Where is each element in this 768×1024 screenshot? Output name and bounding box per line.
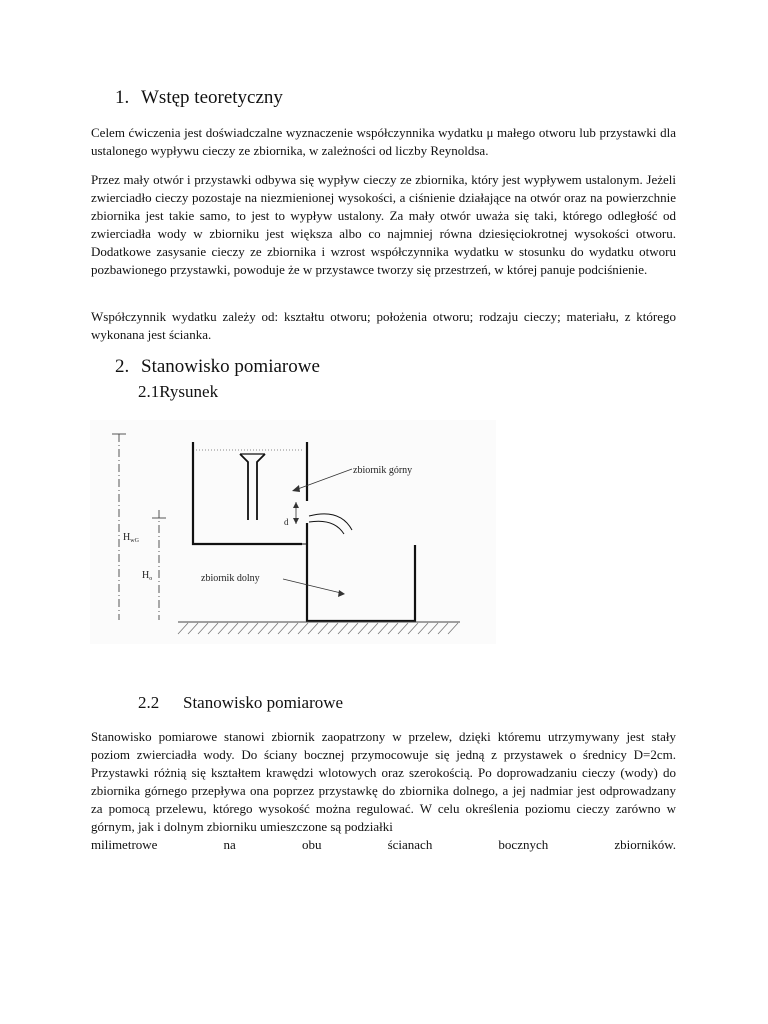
section-1-paragraph-1: Celem ćwiczenia jest doświadczalne wyznaczenie współczynnika wydatku μ małego otworu lub przystawki dla ustalonego wypływu cieczy ze zbiornika, w zależności od liczby Reynoldsa. xyxy=(91,125,676,158)
hwg-label: $H_{wG}$ xyxy=(123,532,139,544)
upper-tank-arrowhead xyxy=(292,485,300,492)
upper-tank-leader xyxy=(295,469,352,490)
section-2-title: Stanowisko pomiarowe xyxy=(141,356,320,377)
subsection-2-2-paragraph-last-line: milimetrowe na obu ścianach bocznych zbiorników. xyxy=(91,837,676,852)
lower-tank-walls xyxy=(307,544,415,621)
section-2-heading xyxy=(115,356,320,378)
subsection-2-2-number: 2.2 xyxy=(138,693,160,712)
ho-label: $H_o$ xyxy=(142,570,153,582)
overflow-pipe xyxy=(240,454,265,520)
section-1-number: 1. xyxy=(115,87,130,108)
d-arrow-bottom xyxy=(293,518,299,524)
apparatus-figure xyxy=(90,420,496,644)
lower-tank-arrowhead xyxy=(338,590,345,597)
subsection-2-2-title: Stanowisko pomiarowe xyxy=(183,693,344,712)
subsection-2-1-heading: 2.1Rysunek xyxy=(138,382,219,401)
d-label: d xyxy=(284,517,289,527)
jet-lower xyxy=(309,521,344,534)
section-2-number: 2. xyxy=(115,356,130,377)
ground-hatching xyxy=(178,623,458,634)
section-1-paragraph-2: Przez mały otwór i przystawki odbywa się wypływ cieczy ze zbiornika, który jest wypływem ustalonym. Jeżeli zwierciadło cieczy pozostaje na niezmienionej wysokości, a ciśnienie działające na otwór oraz na powierzchnie zbiornika jest takie samo, to jest to wypływ ustalony. Za mały otwór uważa się taki, którego odległość od zwierciadła wody w zbiorniku jest większa albo co najmniej równa dziesięciokrotnej wysokości otworu. Dodatkowe zasysanie cieczy ze zbiornika i wzrost współczynnika wydatku w stosunku do wydatku otworu pozbawionego przystawki, powoduje że w przystawce tworzy się przestrzeń, w której panuje podciśnienie. xyxy=(91,172,676,277)
lower-tank-leader xyxy=(283,579,341,593)
section-1-paragraph-3: Współczynnik wydatku zależy od: kształtu otworu; położenia otworu; rodzaju cieczy; materiału, z którego wykonana jest ścianka. xyxy=(91,309,676,342)
jet-upper xyxy=(309,514,352,530)
section-1-heading xyxy=(115,87,283,109)
lower-tank-label: zbiornik dolny xyxy=(201,573,260,584)
subsection-2-2-heading xyxy=(138,693,343,713)
upper-tank-label: zbiornik górny xyxy=(353,465,413,476)
apparatus-diagram xyxy=(90,420,496,644)
section-1-title: Wstęp teoretyczny xyxy=(141,87,283,108)
d-arrow-top xyxy=(293,502,299,508)
subsection-2-2-paragraph: Stanowisko pomiarowe stanowi zbiornik zaopatrzony w przelew, dzięki któremu utrzymywany jest stały poziom zwierciadła wody. Do ściany bocznej przymocowuje się jedną z przystawek o średnicy D=2cm. Przystawki różnią się kształtem krawędzi wlotowych oraz szerokością. Po doprowadzaniu cieczy (wody) do zbiornika górnego przepływa ona poprzez przystawkę do zbiornika dolnego, a jej nadmiar jest odprowadzany za pomocą przelewu, którego wysokość można regulować. W celu określenia poziomu cieczy zarówno w górnym, jak i dolnym zbiorniku umieszczone są podziałki xyxy=(91,729,676,834)
